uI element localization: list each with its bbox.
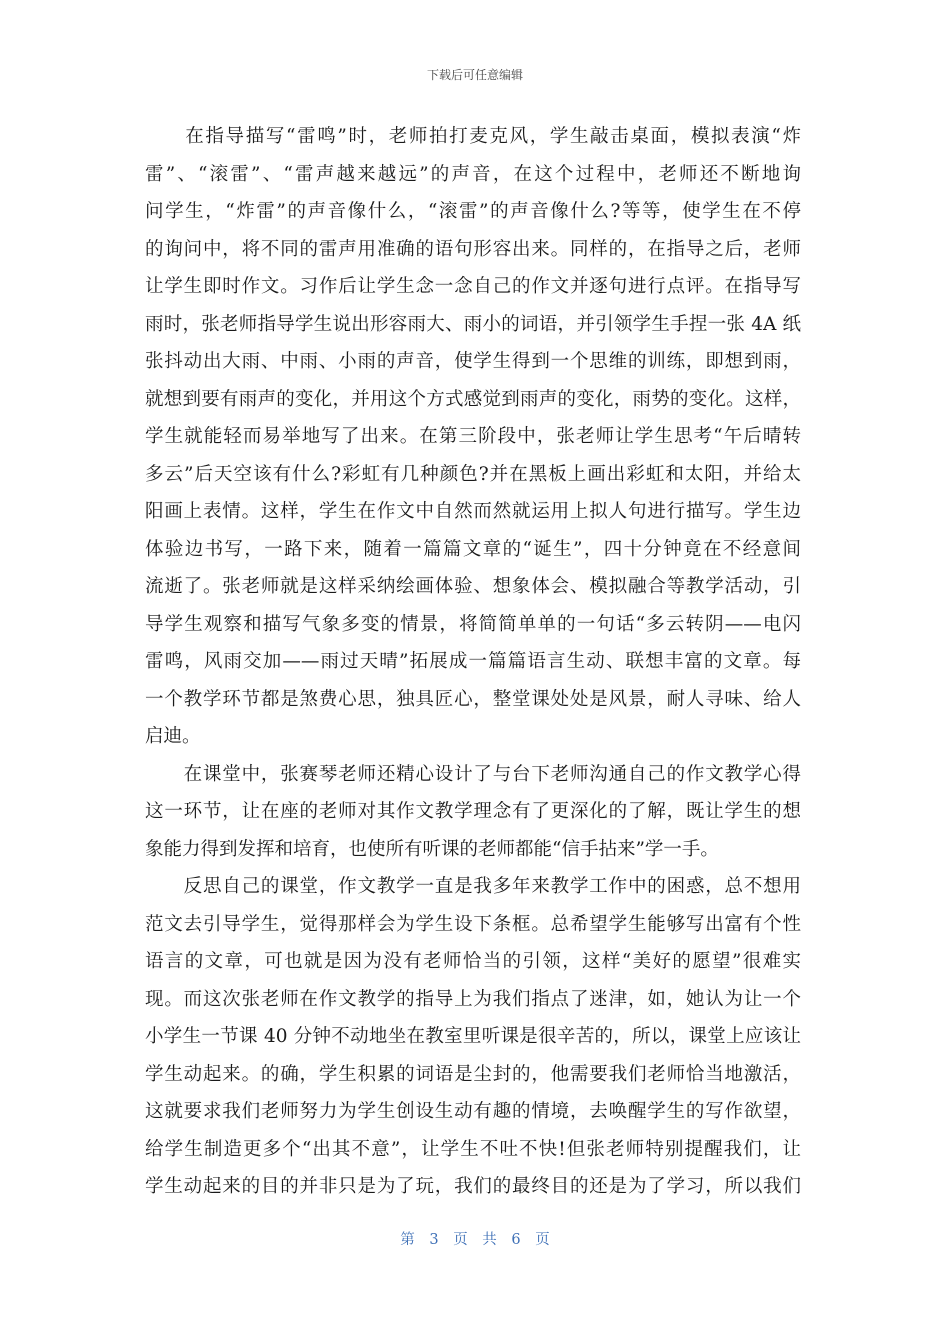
paragraph-3	[145, 868, 801, 1206]
text-line: 学生动起来。的确，学生积累的词语是尘封的，他需要我们老师恰当地激活，	[145, 1063, 801, 1085]
text-line: 在指导描写“雷鸣”时，老师拍打麦克风，学生敲击桌面，模拟表演“炸	[145, 126, 801, 147]
text-line: 雷鸣，风雨交加——雨过天晴”拓展成一篇篇语言生动、联想丰富的文章。每	[145, 651, 801, 672]
text-line: 雨时，张老师指导学生说出形容雨大、雨小的词语，并引领学生手捏一张 4A 纸	[145, 313, 801, 335]
text-line: 学生就能轻而易举地写了出来。在第三阶段中，张老师让学生思考“午后晴转	[145, 426, 801, 447]
text-line: 流逝了。张老师就是这样采纳绘画体验、想象体会、模拟融合等教学活动，引	[145, 576, 801, 597]
text-line: 象能力得到发挥和培育，也使所有听课的老师都能“信手拈来”学一手。	[145, 838, 719, 860]
text-line: 小学生一节课 40 分钟不动地坐在教室里听课是很辛苦的，所以，课堂上应该让	[145, 1026, 801, 1047]
text-line: 阳画上表情。这样，学生在作文中自然而然就运用上拟人句进行描写。学生边	[145, 501, 801, 522]
paragraph-2	[145, 756, 801, 869]
text-line: 这一环节，让在座的老师对其作文教学理念有了更深化的了解，既让学生的想	[145, 801, 801, 822]
text-line: 让学生即时作文。习作后让学生念一念自己的作文并逐句进行点评。在指导写	[145, 276, 801, 297]
text-line: 在课堂中，张赛琴老师还精心设计了与台下老师沟通自己的作文教学心得	[145, 763, 801, 785]
text-line: 启迪。	[145, 726, 201, 747]
body-text	[145, 118, 801, 1206]
text-line: 体验边书写，一路下来，随着一篇篇文章的“诞生”，四十分钟竟在不经意间	[145, 538, 801, 560]
text-line: 问学生，“炸雷”的声音像什么，“滚雷”的声音像什么?等等，使学生在不停	[145, 201, 801, 222]
page-number: 第 3 页 共 6 页	[400, 1232, 550, 1248]
text-line: 一个教学环节都是煞费心思，独具匠心，整堂课处处是风景，耐人寻味、给人	[145, 688, 801, 710]
text-line: 现。而这次张老师在作文教学的指导上为我们指点了迷津，如，她认为让一个	[145, 988, 801, 1010]
text-line: 学生动起来的目的并非只是为了玩，我们的最终目的还是为了学习，所以我们	[145, 1176, 801, 1197]
text-line: 这就要求我们老师努力为学生创设生动有趣的情境，去唤醒学生的写作欲望，	[145, 1101, 801, 1122]
paragraph-1	[145, 118, 801, 756]
text-line: 反思自己的课堂，作文教学一直是我多年来教学工作中的困惑，总不想用	[145, 876, 801, 897]
text-line: 张抖动出大雨、中雨、小雨的声音，使学生得到一个思维的训练，即想到雨，	[145, 351, 801, 372]
text-line: 雷”、“滚雷”、“雷声越来越远”的声音，在这个过程中，老师还不断地询	[145, 163, 801, 185]
text-line: 语言的文章，可也就是因为没有老师恰当的引领，这样“美好的愿望”很难实	[145, 951, 801, 972]
text-line: 就想到要有雨声的变化，并用这个方式感觉到雨声的变化，雨势的变化。这样，	[145, 388, 801, 410]
text-line: 给学生制造更多个“出其不意”，让学生不吐不快!但张老师特别提醒我们，让	[145, 1138, 801, 1160]
text-line: 的询问中，将不同的雷声用准确的语句形容出来。同样的，在指导之后，老师	[145, 238, 801, 260]
page-header: 下载后可任意编辑	[426, 68, 523, 82]
text-line: 导学生观察和描写气象多变的情景，将简简单单的一句话“多云转阴——电闪	[145, 613, 801, 635]
text-line: 多云”后天空该有什么?彩虹有几种颜色?并在黑板上画出彩虹和太阳，并给太	[145, 463, 801, 485]
text-line: 范文去引导学生，觉得那样会为学生设下条框。总希望学生能够写出富有个性	[145, 913, 801, 935]
